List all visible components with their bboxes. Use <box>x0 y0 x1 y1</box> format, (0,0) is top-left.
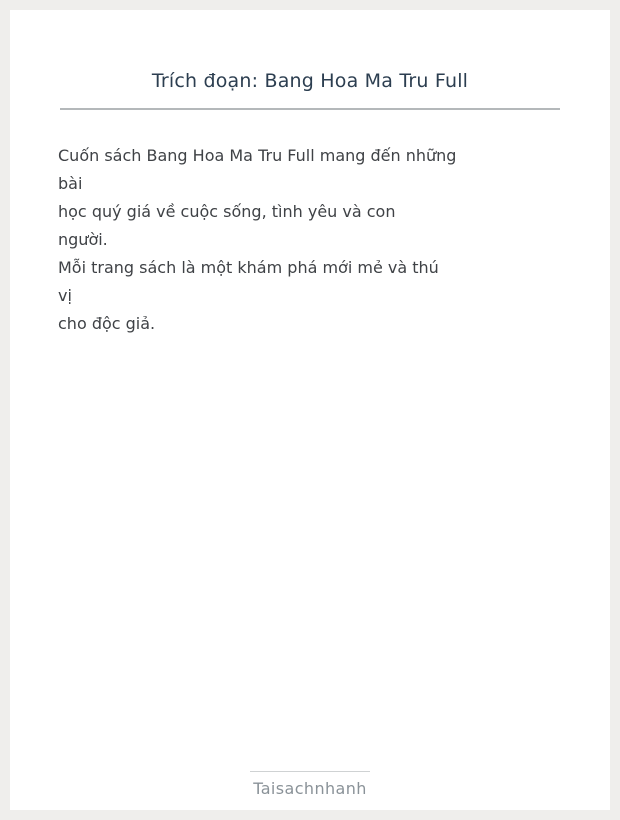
excerpt-line: vị <box>58 286 72 305</box>
title-divider <box>60 108 560 110</box>
page-title: Trích đoạn: Bang Hoa Ma Tru Full <box>151 70 469 92</box>
excerpt-line: Mỗi trang sách là một khám phá mới mẻ và thú <box>58 258 439 277</box>
excerpt-body <box>10 142 610 338</box>
document-page <box>10 10 610 810</box>
excerpt-line: học quý giá về cuộc sống, tình yêu và con <box>58 202 396 221</box>
footer-divider <box>250 771 370 772</box>
excerpt-line: Cuốn sách Bang Hoa Ma Tru Full mang đến những <box>58 146 457 165</box>
excerpt-line: bài <box>58 174 83 193</box>
excerpt-line: cho độc giả. <box>58 314 156 333</box>
excerpt-line: người. <box>58 230 108 249</box>
page-footer <box>10 771 610 798</box>
footer-brand: Taisachnhanh <box>253 779 367 798</box>
